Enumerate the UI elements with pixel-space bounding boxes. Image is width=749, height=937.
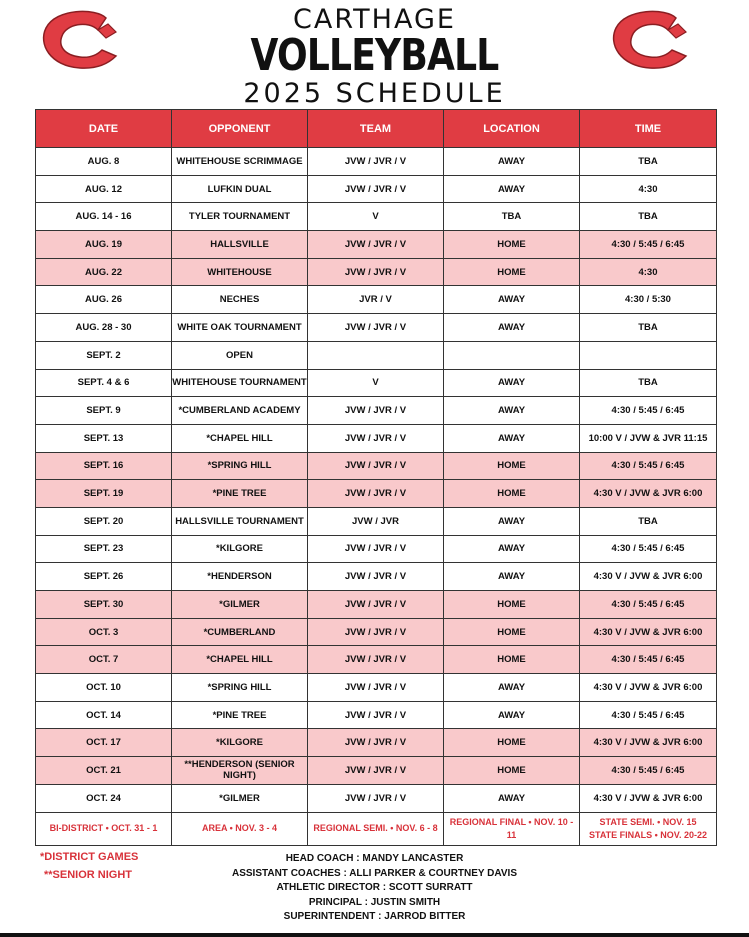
cell-date: OCT. 14	[36, 701, 172, 729]
cell-opponent: *GILMER	[172, 591, 308, 619]
cell-team: JVR / V	[308, 286, 444, 314]
cell-location: HOME	[444, 757, 580, 785]
cell-time: 4:30	[580, 258, 717, 286]
cell-team: JVW / JVR / V	[308, 646, 444, 674]
cell-date: SEPT. 30	[36, 591, 172, 619]
table-row	[36, 757, 717, 785]
cell-location: HOME	[444, 258, 580, 286]
schedule-body	[36, 148, 717, 813]
cell-team: JVW / JVR / V	[308, 231, 444, 259]
cell-time: 4:30 / 5:45 / 6:45	[580, 397, 717, 425]
cell-opponent: HALLSVILLE	[172, 231, 308, 259]
cell-opponent: WHITEHOUSE TOURNAMENT	[172, 369, 308, 397]
table-row	[36, 784, 717, 812]
cell-date: SEPT. 16	[36, 452, 172, 480]
cell-date: SEPT. 20	[36, 507, 172, 535]
cell-date: OCT. 21	[36, 757, 172, 785]
cell-team: JVW / JVR / V	[308, 757, 444, 785]
cell-team: V	[308, 369, 444, 397]
playoff-regional-final: REGIONAL FINAL • NOV. 10 - 11	[444, 812, 580, 845]
table-row	[36, 591, 717, 619]
table-row	[36, 175, 717, 203]
bottom-divider	[0, 933, 749, 937]
cell-date: SEPT. 13	[36, 424, 172, 452]
cell-date: AUG. 26	[36, 286, 172, 314]
playoff-state-finals: STATE FINALS • NOV. 20-22	[588, 829, 707, 840]
cell-date: AUG. 8	[36, 148, 172, 176]
cell-team: JVW / JVR	[308, 507, 444, 535]
cell-opponent: OPEN	[172, 341, 308, 369]
cell-opponent: TYLER TOURNAMENT	[172, 203, 308, 231]
schedule-table	[35, 109, 717, 846]
table-row	[36, 507, 717, 535]
cell-date: AUG. 19	[36, 231, 172, 259]
cell-location: AWAY	[444, 507, 580, 535]
cell-team: JVW / JVR / V	[308, 314, 444, 342]
cell-opponent: LUFKIN DUAL	[172, 175, 308, 203]
cell-team: JVW / JVR / V	[308, 618, 444, 646]
cell-location: HOME	[444, 646, 580, 674]
table-row	[36, 341, 717, 369]
legend-district-games: *DISTRICT GAMES	[40, 851, 139, 863]
cell-time: TBA	[580, 314, 717, 342]
cell-location: AWAY	[444, 148, 580, 176]
cell-team: JVW / JVR / V	[308, 148, 444, 176]
cell-location: AWAY	[444, 701, 580, 729]
cell-opponent: HALLSVILLE TOURNAMENT	[172, 507, 308, 535]
cell-date: AUG. 14 - 16	[36, 203, 172, 231]
cell-team: JVW / JVR / V	[308, 701, 444, 729]
cell-time: 4:30 V / JVW & JVR 6:00	[580, 674, 717, 702]
playoff-state	[580, 812, 717, 845]
table-row	[36, 729, 717, 757]
table-row	[36, 314, 717, 342]
head-coach: HEAD COACH : MANDY LANCASTER	[285, 853, 464, 864]
cell-time: 4:30 V / JVW & JVR 6:00	[580, 618, 717, 646]
table-row	[36, 535, 717, 563]
cell-time: 4:30	[580, 175, 717, 203]
cell-team: JVW / JVR / V	[308, 563, 444, 591]
cell-time: 4:30 V / JVW & JVR 6:00	[580, 784, 717, 812]
cell-date: OCT. 17	[36, 729, 172, 757]
table-row	[36, 231, 717, 259]
superintendent: SUPERINTENDENT : JARROD BITTER	[283, 911, 466, 922]
table-row	[36, 563, 717, 591]
table-row	[36, 452, 717, 480]
column-header-date: DATE	[36, 110, 172, 148]
cell-location: HOME	[444, 591, 580, 619]
table-row	[36, 286, 717, 314]
playoff-state-semi: STATE SEMI. • NOV. 15	[599, 816, 697, 827]
table-row	[36, 397, 717, 425]
cell-team	[308, 341, 444, 369]
cell-location: AWAY	[444, 784, 580, 812]
cell-team: JVW / JVR / V	[308, 535, 444, 563]
cell-opponent: *SPRING HILL	[172, 674, 308, 702]
cell-location: HOME	[444, 729, 580, 757]
cell-team: V	[308, 203, 444, 231]
table-header-row	[36, 110, 717, 148]
cell-location: AWAY	[444, 397, 580, 425]
cell-time: 10:00 V / JVW & JVR 11:15	[580, 424, 717, 452]
cell-date: SEPT. 26	[36, 563, 172, 591]
playoff-bi-district: BI-DISTRICT • OCT. 31 - 1	[36, 812, 172, 845]
cell-date: OCT. 7	[36, 646, 172, 674]
cell-team: JVW / JVR / V	[308, 175, 444, 203]
cell-date: AUG. 28 - 30	[36, 314, 172, 342]
column-header-time: TIME	[580, 110, 717, 148]
cell-location: AWAY	[444, 175, 580, 203]
cell-opponent: *HENDERSON	[172, 563, 308, 591]
cell-team: JVW / JVR / V	[308, 258, 444, 286]
cell-location	[444, 341, 580, 369]
cell-team: JVW / JVR / V	[308, 452, 444, 480]
cell-opponent: *PINE TREE	[172, 480, 308, 508]
cell-location: HOME	[444, 618, 580, 646]
cell-location: TBA	[444, 203, 580, 231]
cell-time: TBA	[580, 203, 717, 231]
cell-location: AWAY	[444, 674, 580, 702]
staff-credits	[0, 852, 749, 925]
playoff-regional-semi: REGIONAL SEMI. • NOV. 6 - 8	[308, 812, 444, 845]
cell-opponent: *CHAPEL HILL	[172, 424, 308, 452]
cell-opponent: *CHAPEL HILL	[172, 646, 308, 674]
cell-opponent: *CUMBERLAND	[172, 618, 308, 646]
cell-time: 4:30 V / JVW & JVR 6:00	[580, 729, 717, 757]
playoff-row	[36, 812, 717, 845]
cell-opponent: *PINE TREE	[172, 701, 308, 729]
cell-opponent: **HENDERSON (SENIOR NIGHT)	[172, 757, 308, 785]
principal: PRINCIPAL : JUSTIN SMITH	[308, 896, 441, 908]
athletic-director: ATHLETIC DIRECTOR : SCOTT SURRATT	[276, 882, 473, 893]
cell-date: AUG. 22	[36, 258, 172, 286]
table-row	[36, 701, 717, 729]
cell-opponent: *SPRING HILL	[172, 452, 308, 480]
cell-time: 4:30 / 5:45 / 6:45	[580, 231, 717, 259]
cell-location: AWAY	[444, 314, 580, 342]
cell-date: OCT. 10	[36, 674, 172, 702]
cell-time: TBA	[580, 507, 717, 535]
school-name: CARTHAGE	[293, 4, 456, 35]
schedule-title: 2025 SCHEDULE	[243, 78, 506, 109]
cell-time: 4:30 / 5:45 / 6:45	[580, 535, 717, 563]
cell-time: 4:30 / 5:45 / 6:45	[580, 452, 717, 480]
column-header-opponent: OPPONENT	[172, 110, 308, 148]
cell-opponent: WHITEHOUSE SCRIMMAGE	[172, 148, 308, 176]
table-row	[36, 258, 717, 286]
cell-location: AWAY	[444, 424, 580, 452]
cell-date: OCT. 3	[36, 618, 172, 646]
cell-location: AWAY	[444, 563, 580, 591]
cell-opponent: WHITE OAK TOURNAMENT	[172, 314, 308, 342]
table-row	[36, 148, 717, 176]
table-row	[36, 674, 717, 702]
assistant-coaches: ASSISTANT COACHES : ALLI PARKER & COURTNEY DAVIS	[231, 867, 517, 879]
cell-date: SEPT. 4 & 6	[36, 369, 172, 397]
cell-time: 4:30 / 5:45 / 6:45	[580, 701, 717, 729]
table-row	[36, 424, 717, 452]
cell-location: AWAY	[444, 369, 580, 397]
cell-time: 4:30 / 5:30	[580, 286, 717, 314]
cell-team: JVW / JVR / V	[308, 674, 444, 702]
cell-opponent: *KILGORE	[172, 729, 308, 757]
cell-location: AWAY	[444, 535, 580, 563]
cell-time: 4:30 / 5:45 / 6:45	[580, 646, 717, 674]
cell-location: HOME	[444, 480, 580, 508]
cell-date: OCT. 24	[36, 784, 172, 812]
cell-date: SEPT. 23	[36, 535, 172, 563]
table-row	[36, 618, 717, 646]
cell-date: SEPT. 2	[36, 341, 172, 369]
column-header-team: TEAM	[308, 110, 444, 148]
table-row	[36, 646, 717, 674]
cell-opponent: *CUMBERLAND ACADEMY	[172, 397, 308, 425]
cell-time: 4:30 / 5:45 / 6:45	[580, 757, 717, 785]
cell-date: SEPT. 19	[36, 480, 172, 508]
cell-opponent: *KILGORE	[172, 535, 308, 563]
cell-location: HOME	[444, 231, 580, 259]
cell-date: AUG. 12	[36, 175, 172, 203]
cell-opponent: NECHES	[172, 286, 308, 314]
cell-time: TBA	[580, 148, 717, 176]
cell-time: TBA	[580, 369, 717, 397]
cell-team: JVW / JVR / V	[308, 784, 444, 812]
legend-senior-night: **SENIOR NIGHT	[44, 869, 133, 881]
cell-date: SEPT. 9	[36, 397, 172, 425]
table-row	[36, 480, 717, 508]
cell-time: 4:30 V / JVW & JVR 6:00	[580, 563, 717, 591]
cell-team: JVW / JVR / V	[308, 397, 444, 425]
cell-team: JVW / JVR / V	[308, 424, 444, 452]
column-header-location: LOCATION	[444, 110, 580, 148]
cell-location: AWAY	[444, 286, 580, 314]
cell-team: JVW / JVR / V	[308, 729, 444, 757]
cell-team: JVW / JVR / V	[308, 480, 444, 508]
cell-time	[580, 341, 717, 369]
cell-team: JVW / JVR / V	[308, 591, 444, 619]
table-row	[36, 203, 717, 231]
cell-time: 4:30 V / JVW & JVR 6:00	[580, 480, 717, 508]
sport-title: VOLLEYBALL	[250, 30, 499, 81]
table-row	[36, 369, 717, 397]
cell-location: HOME	[444, 452, 580, 480]
playoff-area: AREA • NOV. 3 - 4	[172, 812, 308, 845]
cell-opponent: *GILMER	[172, 784, 308, 812]
cell-opponent: WHITEHOUSE	[172, 258, 308, 286]
cell-time: 4:30 / 5:45 / 6:45	[580, 591, 717, 619]
